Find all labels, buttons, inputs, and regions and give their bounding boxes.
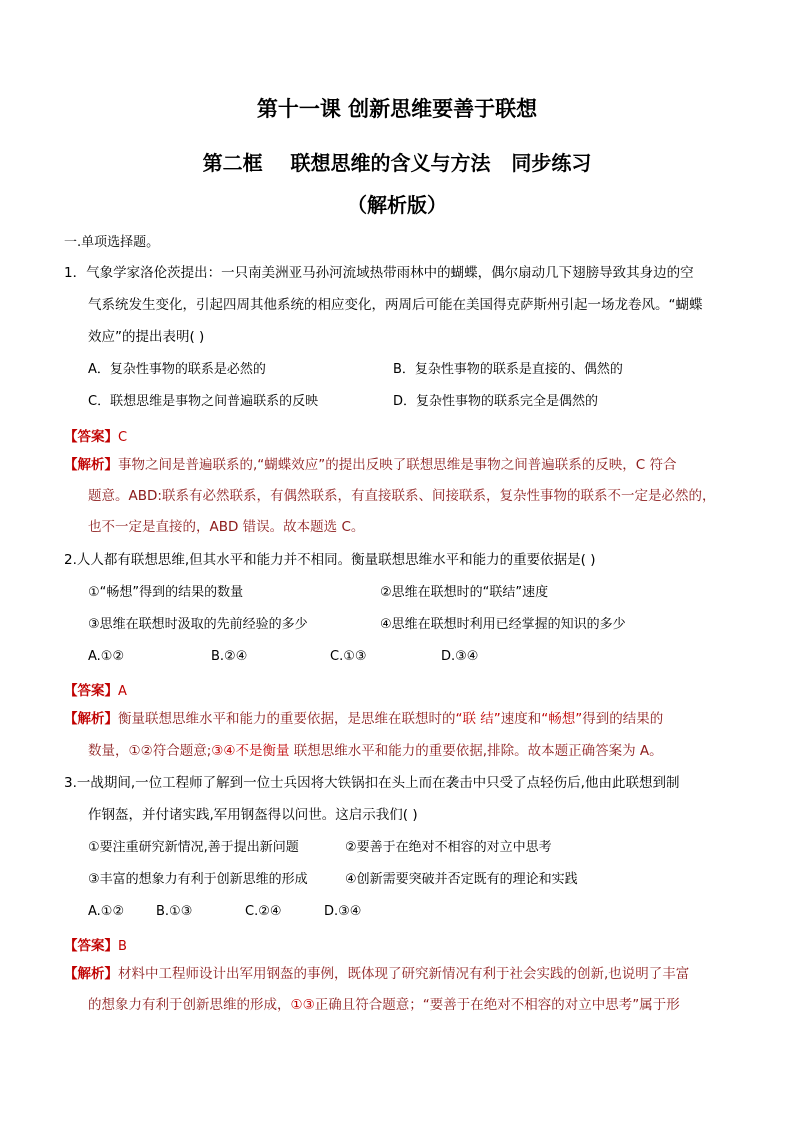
section-heading: 一.单项选择题。	[64, 235, 160, 250]
q2-analysis-line1	[64, 713, 663, 727]
q3-option-b: B.①③	[156, 904, 193, 919]
q3-analysis-text2a: 的想象力有利于创新思维的形成，	[88, 997, 291, 1013]
q2-answer-label: 【答案】	[64, 683, 118, 699]
q2-answer	[64, 682, 127, 699]
q2-option-a: A.①②	[88, 649, 125, 664]
q3-analysis-text1: 材料中工程师设计出军用钢盔的事例，既体现了研究新情况有利于社会实践的创新,也说明了丰富	[118, 966, 690, 982]
q3-analysis-text2b: ①③	[290, 997, 315, 1013]
q2-analysis-text1c: 速度和	[500, 711, 542, 727]
q1-answer-value: C	[118, 430, 128, 445]
q2-option-c: C.①③	[330, 649, 367, 664]
lesson-subtitle: 第二框 联想思维的含义与方法 同步练习	[202, 151, 592, 175]
q3-answer-label: 【答案】	[64, 938, 118, 954]
q2-option-b: B.②④	[211, 649, 248, 664]
lesson-title: 第十一课 创新思维要善于联想	[256, 96, 538, 121]
q2-option-d: D.③④	[441, 649, 479, 664]
q3-option-d: D.③④	[324, 904, 362, 919]
q3-analysis-text2c: 正确且符合题意；“要善于在绝对不相容的对立中思考”属于形	[314, 997, 680, 1013]
q2-analysis-text2b: ③④不是衡量	[211, 743, 290, 759]
q2-analysis-text2c: 联想思维水平和能力的重要依据,排除。故本题正确答案为 A。	[289, 743, 663, 759]
q2-item-3: ③思维在联想时汲取的先前经验的多少	[88, 617, 308, 632]
q2-stem-line1: 2.人人都有联想思维,但其水平和能力并不相同。衡量联想思维水平和能力的重要依据是( )	[64, 552, 596, 568]
q3-answer-value: B	[118, 939, 127, 954]
q2-analysis-text1a: 衡量联想思维水平和能力的重要依据，是思维在联想时的	[118, 711, 456, 727]
q1-stem-line3: 效应”的提出表明( )	[88, 329, 205, 345]
q3-stem-line2: 作钢盔，并付诸实践,军用钢盔得以问世。这启示我们( )	[88, 807, 418, 823]
q1-analysis-text1: 事物之间是普遍联系的,“蝴蝶效应”的提出反映了联想思维是事物之间普遍联系的反映，C 符合	[118, 457, 677, 473]
q3-option-a: A.①②	[88, 904, 125, 919]
q1-option-c: C．联想思维是事物之间普遍联系的反映	[88, 394, 319, 409]
q2-analysis-text2a: 数量，①②符合题意;	[88, 743, 212, 759]
q2-item-4: ④思维在联想时利用已经掌握的知识的多少	[380, 617, 626, 632]
q3-answer	[64, 937, 127, 954]
q1-answer-label: 【答案】	[64, 429, 118, 445]
q2-analysis-text1b: “联 结”	[455, 711, 501, 727]
q3-analysis-line2	[88, 999, 680, 1013]
q3-stem-line1: 3.一战期间,一位工程师了解到一位士兵因将大铁锅扣在头上而在袭击中只受了点轻伤后,他由此联想到制	[64, 775, 680, 791]
q3-analysis-label: 【解析】	[64, 966, 118, 982]
q3-item-1: ①要注重研究新情况,善于提出新问题	[88, 840, 299, 855]
q2-analysis-line2	[88, 745, 663, 759]
q1-stem-line1: 1．气象学家洛伦茨提出：一只南美洲亚马孙河流域热带雨林中的蝴蝶，偶尔扇动几下翅膀导致其身边的空	[64, 265, 694, 281]
q2-analysis-text1e: 得到的结果的	[582, 711, 664, 727]
q1-answer	[64, 428, 127, 445]
q2-item-2: ②思维在联想时的“联结”速度	[380, 585, 549, 600]
q1-analysis-line1	[64, 459, 677, 473]
q1-analysis-line3: 也不一定是直接的，ABD 错误。故本题选 C。	[88, 519, 365, 535]
edition-label: （解析版）	[347, 193, 447, 217]
q1-stem-line2: 气系统发生变化，引起四周其他系统的相应变化，两周后可能在美国得克萨斯州引起一场龙卷风。“蝴蝶	[88, 297, 703, 313]
q2-item-1: ①“畅想”得到的结果的数量	[88, 585, 244, 600]
q1-option-d: D．复杂性事物的联系完全是偶然的	[393, 394, 599, 409]
q1-analysis-label: 【解析】	[64, 457, 118, 473]
q1-analysis-line2: 题意。ABD:联系有必然联系，有偶然联系，有直接联系、间接联系，复杂性事物的联系不一定是必然的，	[88, 488, 716, 504]
q2-analysis-text1d: “畅想”	[541, 711, 583, 727]
q1-option-b: B．复杂性事物的联系是直接的、偶然的	[393, 362, 623, 377]
q2-answer-value: A	[118, 684, 127, 699]
q3-item-3: ③丰富的想象力有利于创新思维的形成	[88, 872, 308, 887]
q3-item-4: ④创新需要突破并否定既有的理论和实践	[345, 872, 578, 887]
q1-option-a: A．复杂性事物的联系是必然的	[88, 362, 266, 377]
q2-analysis-label: 【解析】	[64, 711, 118, 727]
q3-analysis-line1	[64, 968, 689, 982]
q3-item-2: ②要善于在绝对不相容的对立中思考	[345, 840, 552, 855]
q3-option-c: C.②④	[245, 904, 282, 919]
